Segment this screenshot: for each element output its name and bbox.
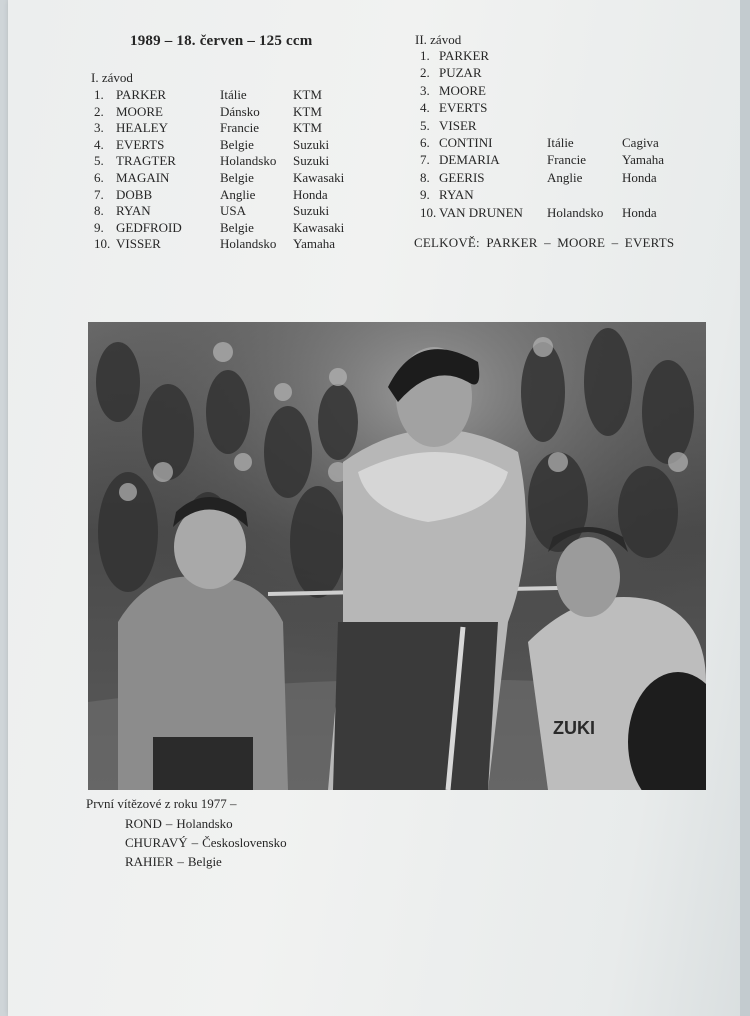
race1-country: Itálie	[220, 87, 247, 102]
race2-name: GEERIS	[439, 169, 485, 185]
winner-row	[125, 814, 287, 833]
race1-pos: 3.	[94, 120, 104, 136]
race2-pos: 8.	[420, 169, 430, 185]
race2-row	[417, 186, 707, 203]
overall-result	[414, 235, 677, 251]
race1-country: Belgie	[220, 136, 254, 152]
race1-pos: 4.	[94, 136, 104, 152]
race2-pos: 3.	[420, 82, 430, 98]
race1-pos: 9.	[94, 219, 104, 235]
race1-pos: 7.	[94, 186, 104, 202]
winner-sep: –	[177, 854, 184, 869]
overall-first: PARKER	[486, 235, 538, 250]
race2-row	[417, 64, 707, 81]
race1-pos: 2.	[94, 103, 104, 119]
winner-country: Československo	[202, 835, 287, 850]
race1-country: USA	[220, 203, 247, 219]
page-edge	[740, 0, 750, 1016]
race2-name: MOORE	[439, 82, 486, 98]
race2-make: Yamaha	[622, 152, 665, 168]
race1-row	[92, 153, 372, 170]
race1-make: KTM	[293, 87, 322, 102]
race2-name: VISER	[439, 117, 477, 133]
winner-name: CHURAVÝ	[125, 835, 188, 850]
race2-row	[417, 169, 707, 186]
race1-make: KTM	[293, 120, 322, 136]
race2-name: EVERTS	[439, 100, 488, 116]
race1-make: Suzuki	[293, 153, 330, 169]
race2-pos: 5.	[420, 117, 430, 133]
race2-country: Holandsko	[547, 204, 604, 220]
race2-pos: 7.	[420, 152, 430, 168]
race1-country: Francie	[220, 120, 259, 136]
race1-row	[92, 236, 372, 253]
page-title: 1989 – 18. červen – 125 ccm	[130, 33, 313, 49]
race2-row	[417, 82, 707, 99]
race1-pos: 1.	[94, 87, 104, 102]
winner-row	[125, 852, 287, 871]
race2-row	[417, 99, 707, 116]
race1-row	[92, 87, 372, 104]
race1-make: KTM	[293, 103, 322, 119]
race1-country: Holandsko	[220, 236, 277, 252]
race2-name: PUZAR	[439, 65, 482, 81]
race2-country: Itálie	[547, 134, 574, 150]
race1-row	[92, 187, 372, 204]
race2-make: Cagiva	[622, 134, 659, 150]
winner-name: ROND	[125, 816, 162, 831]
winner-name: RAHIER	[125, 854, 174, 869]
race1-row	[92, 203, 372, 220]
race1-row	[92, 220, 372, 237]
race2-row	[417, 151, 707, 168]
race1-make: Kawasaki	[293, 169, 345, 185]
race1-label: I. závod	[91, 70, 133, 85]
race1-pos: 6.	[94, 169, 104, 185]
photo-illustration	[88, 322, 706, 790]
race1-country: Anglie	[220, 186, 256, 202]
race2-name: DEMARIA	[439, 152, 500, 168]
race2-pos: 4.	[420, 100, 430, 116]
first-winners-list	[125, 814, 287, 871]
race2-pos: 2.	[420, 65, 430, 81]
race1-make: Yamaha	[293, 236, 336, 252]
overall-label: CELKOVĚ:	[414, 235, 480, 250]
race2-name: RYAN	[439, 187, 474, 203]
race1-name: HEALEY	[116, 120, 168, 136]
race2-results	[417, 47, 707, 221]
race1-name: VISSER	[116, 236, 161, 252]
race1-row	[92, 104, 372, 121]
race1-name: MOORE	[116, 103, 163, 119]
race1-row	[92, 137, 372, 154]
first-winners-heading: První vítězové z roku 1977 –	[86, 796, 237, 811]
race1-name: PARKER	[116, 87, 167, 102]
race2-pos: 6.	[420, 134, 430, 150]
race1-country: Belgie	[220, 219, 254, 235]
winner-row	[125, 833, 287, 852]
race2-label: II. závod	[415, 32, 462, 47]
race1-results	[92, 87, 372, 253]
race2-pos: 9.	[420, 187, 430, 203]
race2-row	[417, 134, 707, 151]
overall-sep-1: –	[544, 235, 551, 250]
race1-pos: 10.	[94, 236, 111, 252]
race2-row	[417, 204, 707, 221]
race2-name: CONTINI	[439, 134, 493, 150]
race2-name: PARKER	[439, 48, 490, 63]
race1-make: Kawasaki	[293, 219, 345, 235]
printed-page	[8, 0, 740, 1016]
race2-pos: 1.	[420, 48, 430, 63]
race2-make: Honda	[622, 204, 657, 220]
race1-row	[92, 120, 372, 137]
race1-name: GEDFROID	[116, 219, 182, 235]
jacket-text: ZUKI	[553, 718, 595, 738]
race2-country: Anglie	[547, 169, 583, 185]
race1-country: Dánsko	[220, 103, 260, 119]
race2-pos: 10.	[420, 204, 437, 220]
race1-name: MAGAIN	[116, 169, 170, 185]
winner-country: Belgie	[187, 854, 222, 869]
race1-make: Honda	[293, 186, 328, 202]
race1-row	[92, 170, 372, 187]
race1-make: Suzuki	[293, 203, 330, 219]
race1-pos: 8.	[94, 203, 104, 219]
overall-second: MOORE	[557, 235, 606, 250]
race1-name: RYAN	[116, 203, 151, 219]
race1-country: Belgie	[220, 169, 254, 185]
race1-name: DOBB	[116, 186, 153, 202]
winner-sep: –	[191, 835, 199, 850]
race2-row	[417, 117, 707, 134]
race1-country: Holandsko	[220, 153, 277, 169]
photo-motocross-riders-icon	[88, 322, 706, 790]
race2-name: VAN DRUNEN	[439, 204, 523, 220]
race2-country: Francie	[547, 152, 586, 168]
race1-pos: 5.	[94, 153, 104, 169]
overall-third: EVERTS	[624, 235, 675, 250]
race2-row	[417, 47, 707, 64]
race2-make: Honda	[622, 169, 657, 185]
race1-name: EVERTS	[116, 136, 165, 152]
race1-name: TRAGTER	[116, 153, 176, 169]
overall-sep-2: –	[611, 235, 619, 250]
race1-make: Suzuki	[293, 136, 330, 152]
winner-sep: –	[165, 816, 173, 831]
winner-country: Holandsko	[176, 816, 233, 831]
